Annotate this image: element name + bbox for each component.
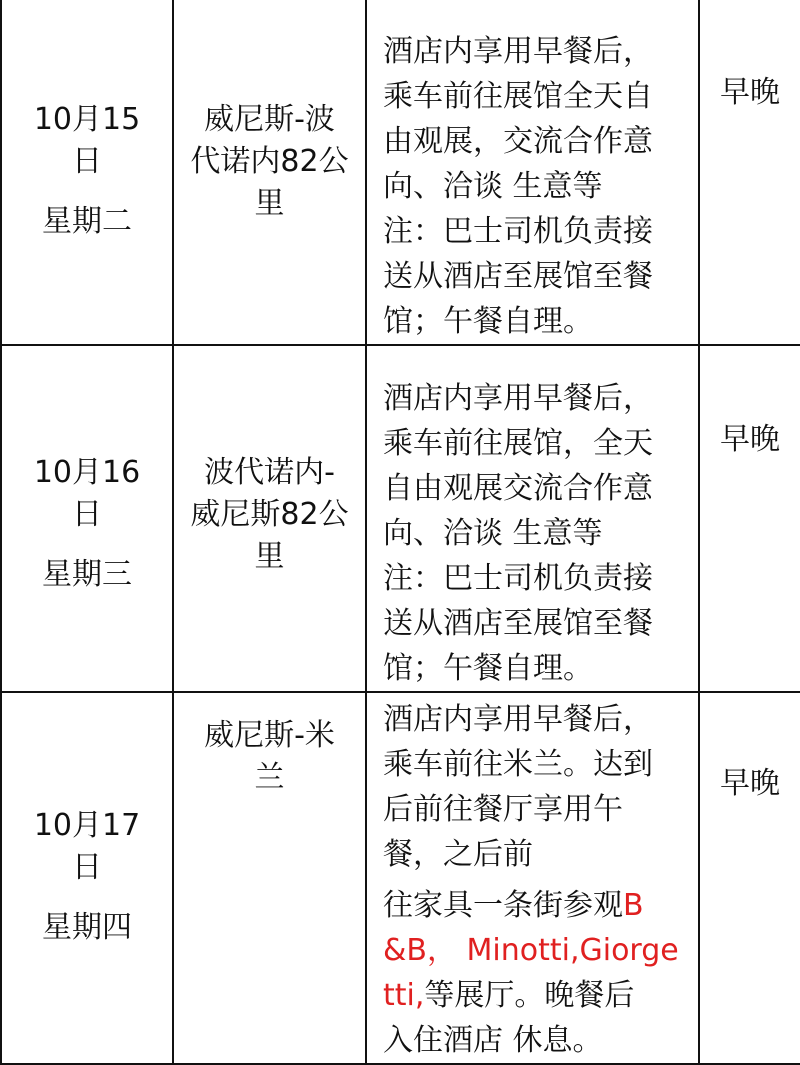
description-line — [383, 883, 692, 928]
date-day-char: 日 — [72, 497, 102, 532]
brand-highlight: B — [623, 888, 644, 923]
date-cell — [1, 345, 173, 692]
description-line: 向、洽谈 生意等 — [383, 169, 603, 204]
route-line: 代诺内82公 — [190, 144, 349, 179]
description-text: 往家具一条街参观 — [383, 888, 623, 923]
description-line: 送从酒店至展馆至餐 — [383, 259, 653, 294]
meals-cell — [699, 0, 800, 345]
meals-text: 早晚 — [720, 422, 780, 457]
meals-cell — [699, 345, 800, 692]
description-line: 送从酒店至展馆至餐 — [383, 606, 653, 641]
route-line: 里 — [254, 186, 285, 221]
itinerary-row — [1, 345, 800, 692]
description-line: 酒店内享用早餐后， — [383, 702, 653, 737]
description-line: 酒店内享用早餐后， — [383, 381, 653, 416]
description-line: 餐，之后前 — [383, 837, 533, 872]
route-line: 威尼斯-米 — [204, 718, 335, 753]
date-day-char: 日 — [72, 144, 102, 179]
description-line: 馆；午餐自理。 — [383, 651, 593, 686]
itinerary-row — [1, 0, 800, 345]
route-line: 威尼斯-波 — [204, 102, 335, 137]
route-line: 兰 — [254, 760, 285, 795]
description-line: 注：巴士司机负责接 — [383, 214, 653, 249]
date-text: 10月15 — [33, 102, 141, 137]
brand-highlight: &B， Minotti,Giorge — [383, 933, 679, 968]
route-line: 威尼斯82公 — [190, 497, 349, 532]
meals-cell — [699, 692, 800, 1064]
description-line: 馆；午餐自理。 — [383, 304, 593, 339]
description-line: 酒店内享用早餐后， — [383, 34, 653, 69]
date-day-char: 日 — [72, 850, 102, 885]
description-line: 后前往餐厅享用午 — [383, 792, 623, 827]
description-line: 乘车前往展馆，全天 — [383, 426, 653, 461]
meals-text: 早晚 — [720, 766, 780, 801]
route-cell — [173, 0, 366, 345]
description-cell — [366, 692, 699, 1064]
brand-highlight: tti, — [383, 978, 425, 1013]
date-cell — [1, 0, 173, 345]
route-line: 里 — [254, 539, 285, 574]
weekday-text: 星期三 — [42, 557, 132, 592]
weekday-text: 星期四 — [42, 910, 132, 945]
description-line: 自由观展交流合作意 — [383, 471, 653, 506]
date-text: 10月16 — [33, 455, 141, 490]
description-line: 乘车前往展馆全天自 — [383, 79, 653, 114]
description-line — [383, 973, 692, 1018]
date-text: 10月17 — [33, 808, 141, 843]
description-line: 由观展，交流合作意 — [383, 124, 653, 159]
route-cell — [173, 692, 366, 1064]
weekday-text: 星期二 — [42, 204, 132, 239]
route-line: 波代诺内- — [204, 455, 335, 490]
meals-text: 早晚 — [720, 75, 780, 110]
description-line: 乘车前往米兰。达到 — [383, 747, 653, 782]
description-line: 注：巴士司机负责接 — [383, 561, 653, 596]
description-line: 入住酒店 休息。 — [383, 1023, 603, 1058]
description-line: 向、洽谈 生意等 — [383, 516, 603, 551]
description-cell — [366, 345, 699, 692]
description-text: 等展厅。晚餐后 — [424, 978, 635, 1013]
itinerary-row — [1, 692, 800, 1064]
date-cell — [1, 692, 173, 1064]
route-cell — [173, 345, 366, 692]
description-cell — [366, 0, 699, 345]
